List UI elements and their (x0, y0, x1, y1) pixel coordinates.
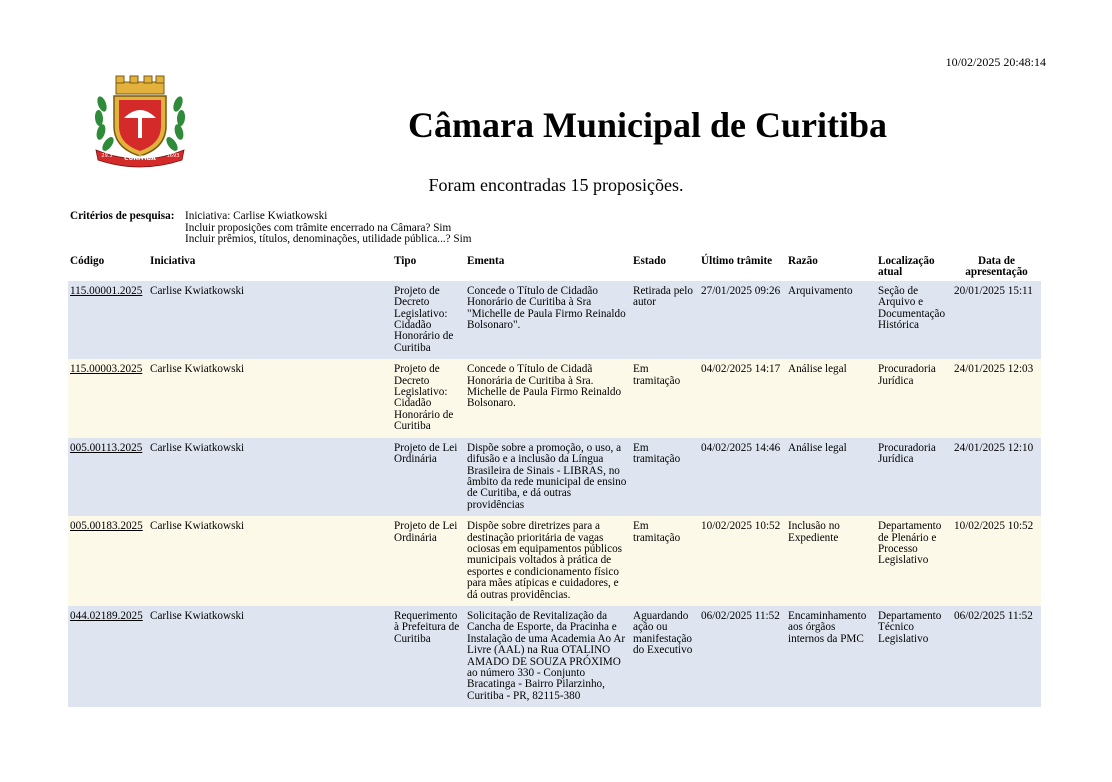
cell-estado: Retirada pelo autor (631, 281, 699, 359)
proposition-code-link[interactable]: 005.00113.2025 (70, 441, 143, 454)
cell-tipo: Projeto de Lei Ordinária (392, 516, 465, 606)
cell-ultimo-tramite: 10/02/2025 10:52 (699, 516, 786, 606)
cell-ultimo-tramite: 06/02/2025 11:52 (699, 606, 786, 707)
criteria-line: Iniciativa: Carlise Kwiatkowski (185, 210, 328, 222)
cell-razao: Análise legal (786, 359, 876, 437)
table-row (68, 359, 1041, 437)
cell-localizacao: Departamento Técnico Legislativo (876, 606, 952, 707)
cell-ultimo-tramite: 27/01/2025 09:26 (699, 281, 786, 359)
logo-ribbon-text: CURITIBA (124, 155, 156, 162)
cell-razao: Encaminhamento aos órgãos internos da PMC (786, 606, 876, 707)
proposition-code-link[interactable]: 115.00003.2025 (70, 363, 143, 376)
page-title: Câmara Municipal de Curitiba (407, 105, 887, 145)
col-header-tipo: Tipo (394, 255, 417, 267)
cell-tipo: Projeto de Decreto Legislativo: Cidadão Honorário de Curitiba (392, 359, 465, 437)
criteria-line: Incluir proposições com trâmite encerrado na Câmara? Sim (185, 221, 452, 234)
cell-estado: Aguardando ação ou manifestação do Executivo (631, 606, 699, 707)
cell-localizacao: Procuradoria Jurídica (876, 438, 952, 516)
table-header-row (68, 254, 1041, 281)
table-row (68, 438, 1041, 516)
cell-ementa: Solicitação de Revitalização da Cancha de Esporte, da Pracinha e Instalação de uma Academia Ao Ar Livre (AAL) na Rua OTALINO AMADO DE SOUZA PRÓXIMO ao número 330 - Conjunto Bracatinga - Bairro Pilarzinho, Curitiba - PR, 82115-380 (465, 606, 631, 707)
criteria-values (185, 211, 471, 246)
col-header-estado: Estado (633, 255, 666, 267)
search-criteria (70, 211, 471, 246)
cell-iniciativa: Carlise Kwiatkowski (148, 516, 392, 606)
cell-tipo: Projeto de Decreto Legislativo: Cidadão Honorário de Curitiba (392, 281, 465, 359)
cell-localizacao: Departamento de Plenário e Processo Legislativo (876, 516, 952, 606)
cell-iniciativa: Carlise Kwiatkowski (148, 281, 392, 359)
cell-ementa: Dispõe sobre a promoção, o uso, a difusão e a inclusão da Língua Brasileira de Sinais - LIBRAS, no âmbito da rede municipal de ensino de Curitiba, e dá outras providências (465, 438, 631, 516)
col-header-ementa: Ementa (467, 255, 505, 267)
cell-ultimo-tramite: 04/02/2025 14:46 (699, 438, 786, 516)
cell-data-apresentacao: 24/01/2025 12:03 (952, 359, 1041, 437)
report-timestamp: 10/02/2025 20:48:14 (945, 55, 1046, 69)
cell-estado: Em tramitação (631, 359, 699, 437)
cell-data-apresentacao: 24/01/2025 12:10 (952, 438, 1041, 516)
proposition-code-link[interactable]: 044.02189.2025 (70, 609, 143, 622)
cell-data-apresentacao: 10/02/2025 10:52 (952, 516, 1041, 606)
table-row (68, 606, 1041, 707)
cell-estado: Em tramitação (631, 438, 699, 516)
proposition-code-link[interactable]: 115.00001.2025 (70, 284, 143, 297)
col-header-ultimo-tramite: Último trâmite (701, 255, 773, 267)
col-header-data-apresentacao: Data de apresentação (965, 255, 1028, 279)
cell-localizacao: Procuradoria Jurídica (876, 359, 952, 437)
col-header-iniciativa: Iniciativa (150, 255, 196, 267)
cell-ementa: Dispõe sobre diretrizes para a destinação prioritária de vagas ociosas em equipamentos públicos municipais voltados à prática de esportes e condicionamento físico para mães atípicas e cuidadores, e dá outras providências. (465, 516, 631, 606)
cell-data-apresentacao: 20/01/2025 15:11 (952, 281, 1041, 359)
cell-ultimo-tramite: 04/02/2025 14:17 (699, 359, 786, 437)
cell-tipo: Requerimento à Prefeitura de Curitiba (392, 606, 465, 707)
table-row (68, 281, 1041, 359)
cell-data-apresentacao: 06/02/2025 11:52 (952, 606, 1041, 707)
proposition-code-link[interactable]: 005.00183.2025 (70, 520, 143, 533)
criteria-label: Critérios de pesquisa: (70, 210, 175, 222)
cell-razao: Análise legal (786, 438, 876, 516)
cell-tipo: Projeto de Lei Ordinária (392, 438, 465, 516)
cell-iniciativa: Carlise Kwiatkowski (148, 359, 392, 437)
cell-iniciativa: Carlise Kwiatkowski (148, 438, 392, 516)
results-count: Foram encontradas 15 proposições. (428, 175, 684, 195)
cell-razao: Arquivamento (786, 281, 876, 359)
cell-ementa: Concede o Título de Cidadão Honorário de Curitiba à Sra "Michelle de Paula Firmo Reinaldo Bolsonaro". (465, 281, 631, 359)
cell-estado: Em tramitação (631, 516, 699, 606)
table-row (68, 516, 1041, 606)
results-table (68, 254, 1041, 707)
cell-iniciativa: Carlise Kwiatkowski (148, 606, 392, 707)
cell-razao: Inclusão no Expediente (786, 516, 876, 606)
cell-localizacao: Seção de Arquivo e Documentação Histórica (876, 281, 952, 359)
col-header-localizacao: Localização atual (878, 255, 935, 279)
cell-ementa: Concede o Título de Cidadã Honorária de Curitiba à Sra. Michelle de Paula Firmo Reinaldo Bolsonaro. (465, 359, 631, 437)
criteria-line: Incluir prêmios, títulos, denominações, utilidade pública...? Sim (185, 233, 472, 245)
logo-ribbon-year-left: 29.3 (101, 153, 113, 159)
col-header-codigo: Código (70, 255, 105, 267)
logo-ribbon-year-right: 1693 (166, 153, 180, 159)
col-header-razao: Razão (788, 255, 818, 267)
